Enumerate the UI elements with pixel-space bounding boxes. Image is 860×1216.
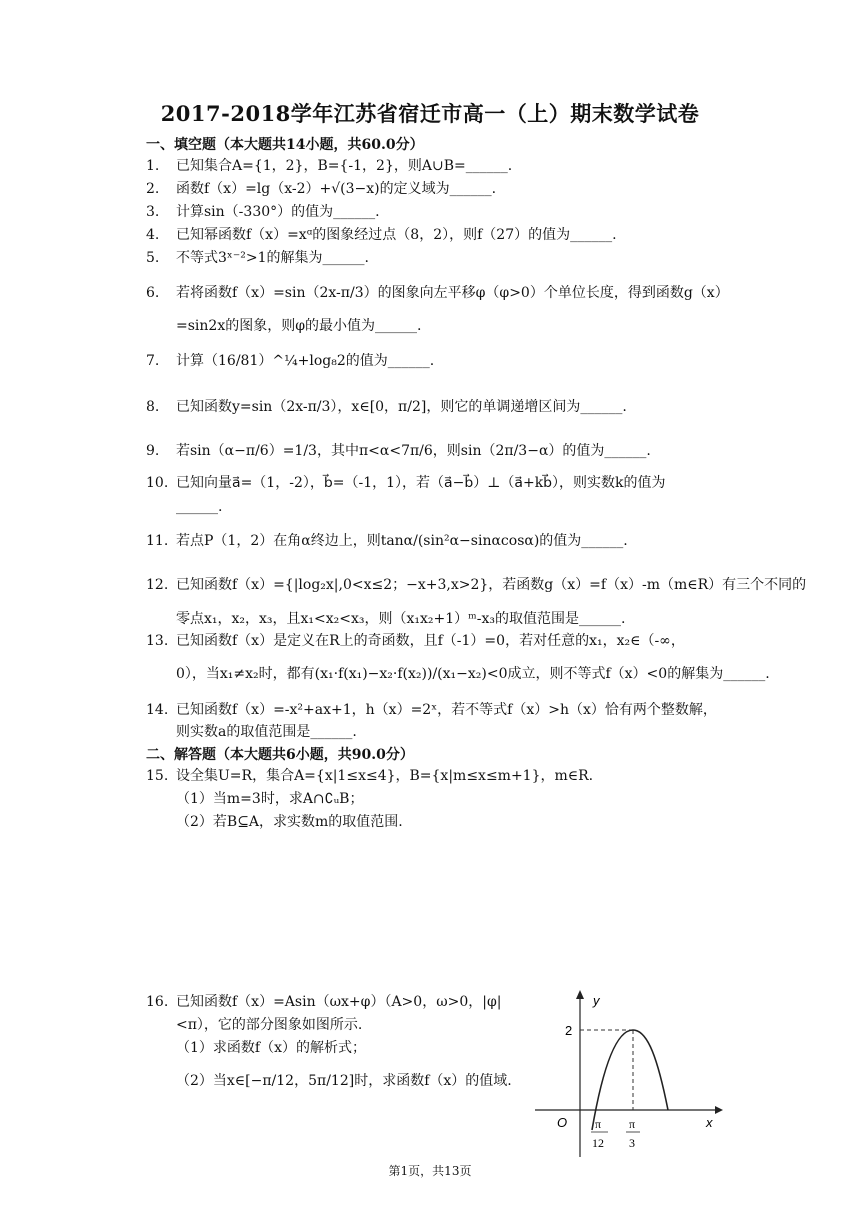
x-axis-arrow-icon [715,1106,723,1114]
x-tick-2-numerator: π [629,1117,636,1131]
question-5 [146,248,369,268]
question-text: 已知向量a⃗=（1，-2），b⃗=（-1，1），若（a⃗−b⃗）⊥（a⃗+kb⃗），则实数k的值为 [176,475,666,491]
question-text: 不等式3ˣ⁻²>1的解集为______. [176,250,369,266]
question-10 [146,473,666,493]
question-number: 13. [146,633,169,649]
question-text: 已知集合A={1，2}，B={-1，2}，则A∪B=______. [176,158,513,174]
y-axis-arrow-icon [576,990,584,999]
question-text: 已知幂函数f（x）=xᵅ的图象经过点（8，2），则f（27）的值为______. [176,227,617,243]
question-number: 3. [146,204,160,220]
function-graph-figure [530,985,730,1160]
x-axis-label: x [706,1115,713,1130]
question-number: 9. [146,443,160,459]
question-number: 1. [146,158,160,174]
question-number: 6. [146,285,160,301]
page-footer: 第1页，共13页 [388,1164,472,1178]
question-11 [146,531,628,551]
question-number: 14. [146,702,169,718]
question-number: 16. [146,994,169,1010]
question-7 [146,351,434,371]
question-14-continued: 则实数a的取值范围是______. [176,724,357,740]
x-tick-1-denominator: 12 [592,1136,604,1150]
sine-curve [592,1030,668,1130]
question-6-continued: =sin2x的图象，则φ的最小值为______. [176,318,422,334]
origin-label: O [557,1115,568,1130]
question-3 [146,202,380,222]
question-number: 15. [146,768,169,784]
question-16 [146,992,501,1012]
question-16-continued: <π），它的部分图象如图所示. [176,1017,363,1033]
section-heading-answers: 二、解答题（本大题共6小题，共90.0分） [146,747,414,763]
question-6 [146,283,729,303]
question-text: 若sin（α−π/6）=1/3，其中π<α<7π/6，则sin（2π/3−α）的值为______. [176,443,651,459]
question-number: 11. [146,533,169,549]
question-14 [146,700,717,720]
question-number: 4. [146,227,160,243]
question-12-continued: 零点x₁，x₂，x₃，且x₁<x₂<x₃，则（x₁x₂+1）ᵐ-x₃的取值范围是______. [176,611,626,627]
section-heading-fill-blank: 一、填空题（本大题共14小题，共60.0分） [146,137,424,153]
question-number: 8. [146,399,160,415]
question-1 [146,156,512,176]
question-text: 计算sin（-330°）的值为______. [176,204,380,220]
question-number: 10. [146,475,169,491]
question-12 [146,575,806,595]
question-text: 已知函数f（x）={|log₂x|,0<x≤2；−x+3,x>2}，若函数g（x）=f（x）-m（m∈R）有三个不同的 [176,577,807,593]
question-16-part-1: （1）求函数f（x）的解析式； [176,1040,366,1056]
question-9 [146,441,651,461]
question-text: 已知函数y=sin（2x-π/3），x∈[0，π/2]，则它的单调递增区间为______. [176,399,627,415]
x-tick-2-denominator: 3 [629,1136,635,1150]
question-13 [146,631,685,651]
question-text: 若将函数f（x）=sin（2x-π/3）的图象向左平移φ（φ>0）个单位长度，得到函数g（x） [176,285,729,301]
question-2 [146,179,496,199]
question-number: 2. [146,181,160,197]
question-4 [146,225,617,245]
question-text: 计算（16/81）^¼+log₈2的值为______. [176,353,435,369]
question-15 [146,766,593,786]
question-text: 已知函数f（x）=-x²+ax+1，h（x）=2ˣ，若不等式f（x）>h（x）恰有两个整数解， [176,702,717,718]
x-tick-1-numerator: π [595,1117,602,1131]
question-text: 函数f（x）=lg（x-2）+√(3−x)的定义域为______. [176,181,497,197]
question-number: 5. [146,250,160,266]
question-15-part-1: （1）当m=3时，求A∩∁ᵤB； [176,791,364,807]
question-8 [146,397,627,417]
question-15-part-2: （2）若B⊆A，求实数m的取值范围. [176,814,403,830]
page-title: 2017-2018学年江苏省宿迁市高一（上）期末数学试卷 [160,101,700,126]
question-text: 已知函数f（x）是定义在R上的奇函数，且f（-1）=0，若对任意的x₁，x₂∈（-∞， [176,633,685,649]
question-text: 设全集U=R，集合A={x|1≤x≤4}，B={x|m≤x≤m+1}，m∈R. [176,768,594,784]
y-tick-label: 2 [565,1023,573,1038]
question-13-continued: 0），当x₁≠x₂时，都有(x₁·f(x₁)−x₂·f(x₂))/(x₁−x₂)<0成立，则不等式f（x）<0的解集为______. [176,666,770,682]
question-number: 7. [146,353,160,369]
y-axis-label: y [593,993,600,1008]
question-text: 若点P（1，2）在角α终边上，则tanα/(sin²α−sinαcosα)的值为______. [176,533,628,549]
question-10-continued: ______. [176,499,223,515]
question-16-part-2: （2）当x∈[−π/12，5π/12]时，求函数f（x）的值域. [176,1073,512,1089]
question-number: 12. [146,577,169,593]
question-text: 已知函数f（x）=Asin（ωx+φ）（A>0，ω>0，|φ| [176,994,502,1010]
